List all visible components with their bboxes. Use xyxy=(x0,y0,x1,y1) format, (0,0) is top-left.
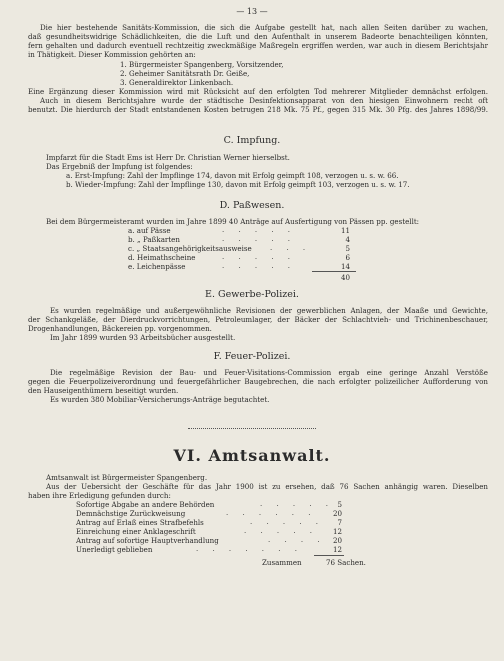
text-line: gegen die Feuerpolizeiverordnung und feuergefährlicher Baugebrechen, die nach erfolgter polizeilicher Aufforderung von xyxy=(28,377,488,387)
sum-rule xyxy=(312,271,356,272)
text-line: Es wurden 380 Mobiliar-Versicherungs-Anträge begutachtet. xyxy=(50,395,270,405)
list-item-label: Antrag auf sofortige Hauptverhandlung xyxy=(76,536,219,545)
list-item-label: b. „ Paßkarten xyxy=(128,235,180,244)
member-2: 2. Geheimer Sanitätsrath Dr. Geiße, xyxy=(120,69,250,78)
text-line: a. Erst-Impfung: Zahl der Impflinge 174, davon mit Erfolg geimpft 108, verzogen u. s. w. 66. xyxy=(66,171,399,180)
list-item-label: Einreichung einer Anklageschrift xyxy=(76,527,196,536)
page-number: — 13 — xyxy=(236,7,268,16)
total-label: Zusammen xyxy=(262,558,302,567)
text-line: Auch in diesem Berichtsjahre wurde der städtische Desinfektionsapparat von den hiesigen Einwohnern recht oft xyxy=(40,96,488,106)
text-line: Aus der Uebersicht der Geschäfte für das Jahr 1900 ist zu ersehen, daß 76 Sachen anhängig waren. Dieselben xyxy=(46,482,488,491)
text-line: der Schankgeläße, der Dierdruckvorrichtungen, Petroleumlager, der Bäcker der Schlachtvieh- und Trichinenbeschauer, xyxy=(28,315,488,325)
list-item-value: 14 xyxy=(340,262,350,271)
text-line: Impfarzt für die Stadt Ems ist Herr Dr. Christian Werner hierselbst. xyxy=(46,153,290,162)
text-line: Die regelmäßige Revision der Bau- und Feuer-Visitations-Commission ergab eine geringe Anzahl Verstöße xyxy=(50,368,488,377)
text-line: Bei dem Bürgermeisteramt wurden im Jahre 1899 40 Anträge auf Ausfertigung von Pässen pp. gestellt: xyxy=(46,217,420,226)
list-item-label: e. Leichenpässe xyxy=(128,262,186,271)
list-item-value: 11 xyxy=(340,226,350,235)
list-item-label: d. Heimathscheine xyxy=(128,253,196,262)
section-divider xyxy=(188,428,316,429)
leader-dots: . . . . . xyxy=(222,235,297,243)
section-f-heading: F. Feuer-Polizei. xyxy=(213,351,291,362)
leader-dots: . . . . . xyxy=(222,226,297,234)
text-line: Amtsanwalt ist Bürgermeister Spangenberg. xyxy=(46,473,208,482)
list-item-label: a. auf Pässe xyxy=(128,226,171,235)
member-1: 1. Bürgermeister Spangenberg, Vorsitzender, xyxy=(120,60,284,69)
list-item-value: 12 xyxy=(332,545,342,554)
text-line: in Thätigkeit. Dieser Kommission gehörten an: xyxy=(28,50,196,60)
leader-dots: . . . . xyxy=(268,536,326,544)
prosecutor-paragraph xyxy=(28,482,488,500)
total-value: 76 Sachen. xyxy=(326,558,366,567)
section-vi-heading: VI. Amtsanwalt. xyxy=(173,446,331,465)
section-d-heading: D. Paßwesen. xyxy=(219,200,285,211)
list-item-value: 4 xyxy=(345,235,350,244)
text-line: haben ihre Erledigung gefunden durch: xyxy=(28,491,171,501)
disinfection-paragraph xyxy=(28,87,488,114)
sum-rule xyxy=(314,555,344,556)
text-line: Eine Ergänzung dieser Kommission wird mit Rücksicht auf den erfolgten Tod mehrerer Mitglieder demnächst erfolgen. xyxy=(28,87,488,96)
text-line: fern gehalten und dadurch eventuell rechtzeitig zweckmäßige Maßregeln ergriffen werden, war auch in diesem Berichtsjahr xyxy=(28,41,488,51)
list-item-value: 6 xyxy=(345,253,350,262)
member-3: 3. Generaldirektor Linkenbach. xyxy=(120,78,234,87)
list-item-label: Unerledigt geblieben xyxy=(76,545,153,554)
leader-dots: . . . . . . xyxy=(226,509,317,517)
list-item-value: 5 xyxy=(345,244,350,253)
text-line: Das Ergebniß der Impfung ist folgendes: xyxy=(46,162,193,171)
list-total: 40 xyxy=(340,273,350,282)
text-line: Es wurden regelmäßige und außergewöhnliche Revisionen der gewerblichen Anlagen, der Maaße und Gewichte, xyxy=(50,306,488,315)
text-line: Im Jahr 1899 wurden 93 Arbeitsbücher ausgestellt. xyxy=(50,333,236,343)
leader-dots: . . . . . . . xyxy=(196,545,303,553)
list-item-label: c. „ Staatsangehörigkeitsausweise xyxy=(128,244,252,253)
leader-dots: . . . xyxy=(270,244,312,252)
list-item-label: Sofortige Abgabe an andere Behörden xyxy=(76,500,215,509)
list-item-value: 12 xyxy=(332,527,342,536)
trade-police-paragraph xyxy=(28,306,488,342)
fire-police-paragraph xyxy=(28,368,488,404)
text-line: b. Wieder-Impfung: Zahl der Impflinge 130, davon mit Erfolg geimpft 103, verzogen u. s. w. 17. xyxy=(66,180,410,189)
leader-dots: . . . . . xyxy=(250,518,325,526)
leader-dots: . . . . . xyxy=(222,253,297,261)
section-e-heading: E. Gewerbe-Polizei. xyxy=(205,289,299,300)
leader-dots: . . . . . xyxy=(244,527,319,535)
text-line: daß gesundheitswidrige Schädlichkeiten, die die Luft und den Aufenthalt in unserem Badeorte benachteiligen könnten, xyxy=(28,32,488,42)
list-item-value: 20 xyxy=(332,509,342,518)
list-item-label: Demnächstige Zurückweisung xyxy=(76,509,186,518)
list-item-value: 5 xyxy=(337,500,342,509)
text-line: Drogenhandlungen, Bäckereien pp. vorgenommen. xyxy=(28,324,212,334)
sanitary-commission-paragraph xyxy=(28,23,488,59)
leader-dots: . . . . . xyxy=(260,500,335,508)
text-line: benutzt. Die hierdurch der Stadt entstandenen Kosten betrugen 218 Mk. 75 Pf., gegen 315 Mk. 30 Pfg. des Jahres 1898/99. xyxy=(28,105,488,115)
leader-dots: . . . . . xyxy=(222,262,297,270)
list-item-value: 20 xyxy=(332,536,342,545)
list-item-value: 7 xyxy=(337,518,342,527)
text-line: den Hauseigenthümern beseitigt wurden. xyxy=(28,386,179,396)
text-line: Die hier bestehende Sanitäts-Kommission, die sich die Aufgabe gestellt hat, nach allen Seiten darüber zu wachen, xyxy=(40,23,488,32)
list-item-label: Antrag auf Erlaß eines Strafbefehls xyxy=(76,518,204,527)
section-c-heading: C. Impfung. xyxy=(223,135,281,146)
